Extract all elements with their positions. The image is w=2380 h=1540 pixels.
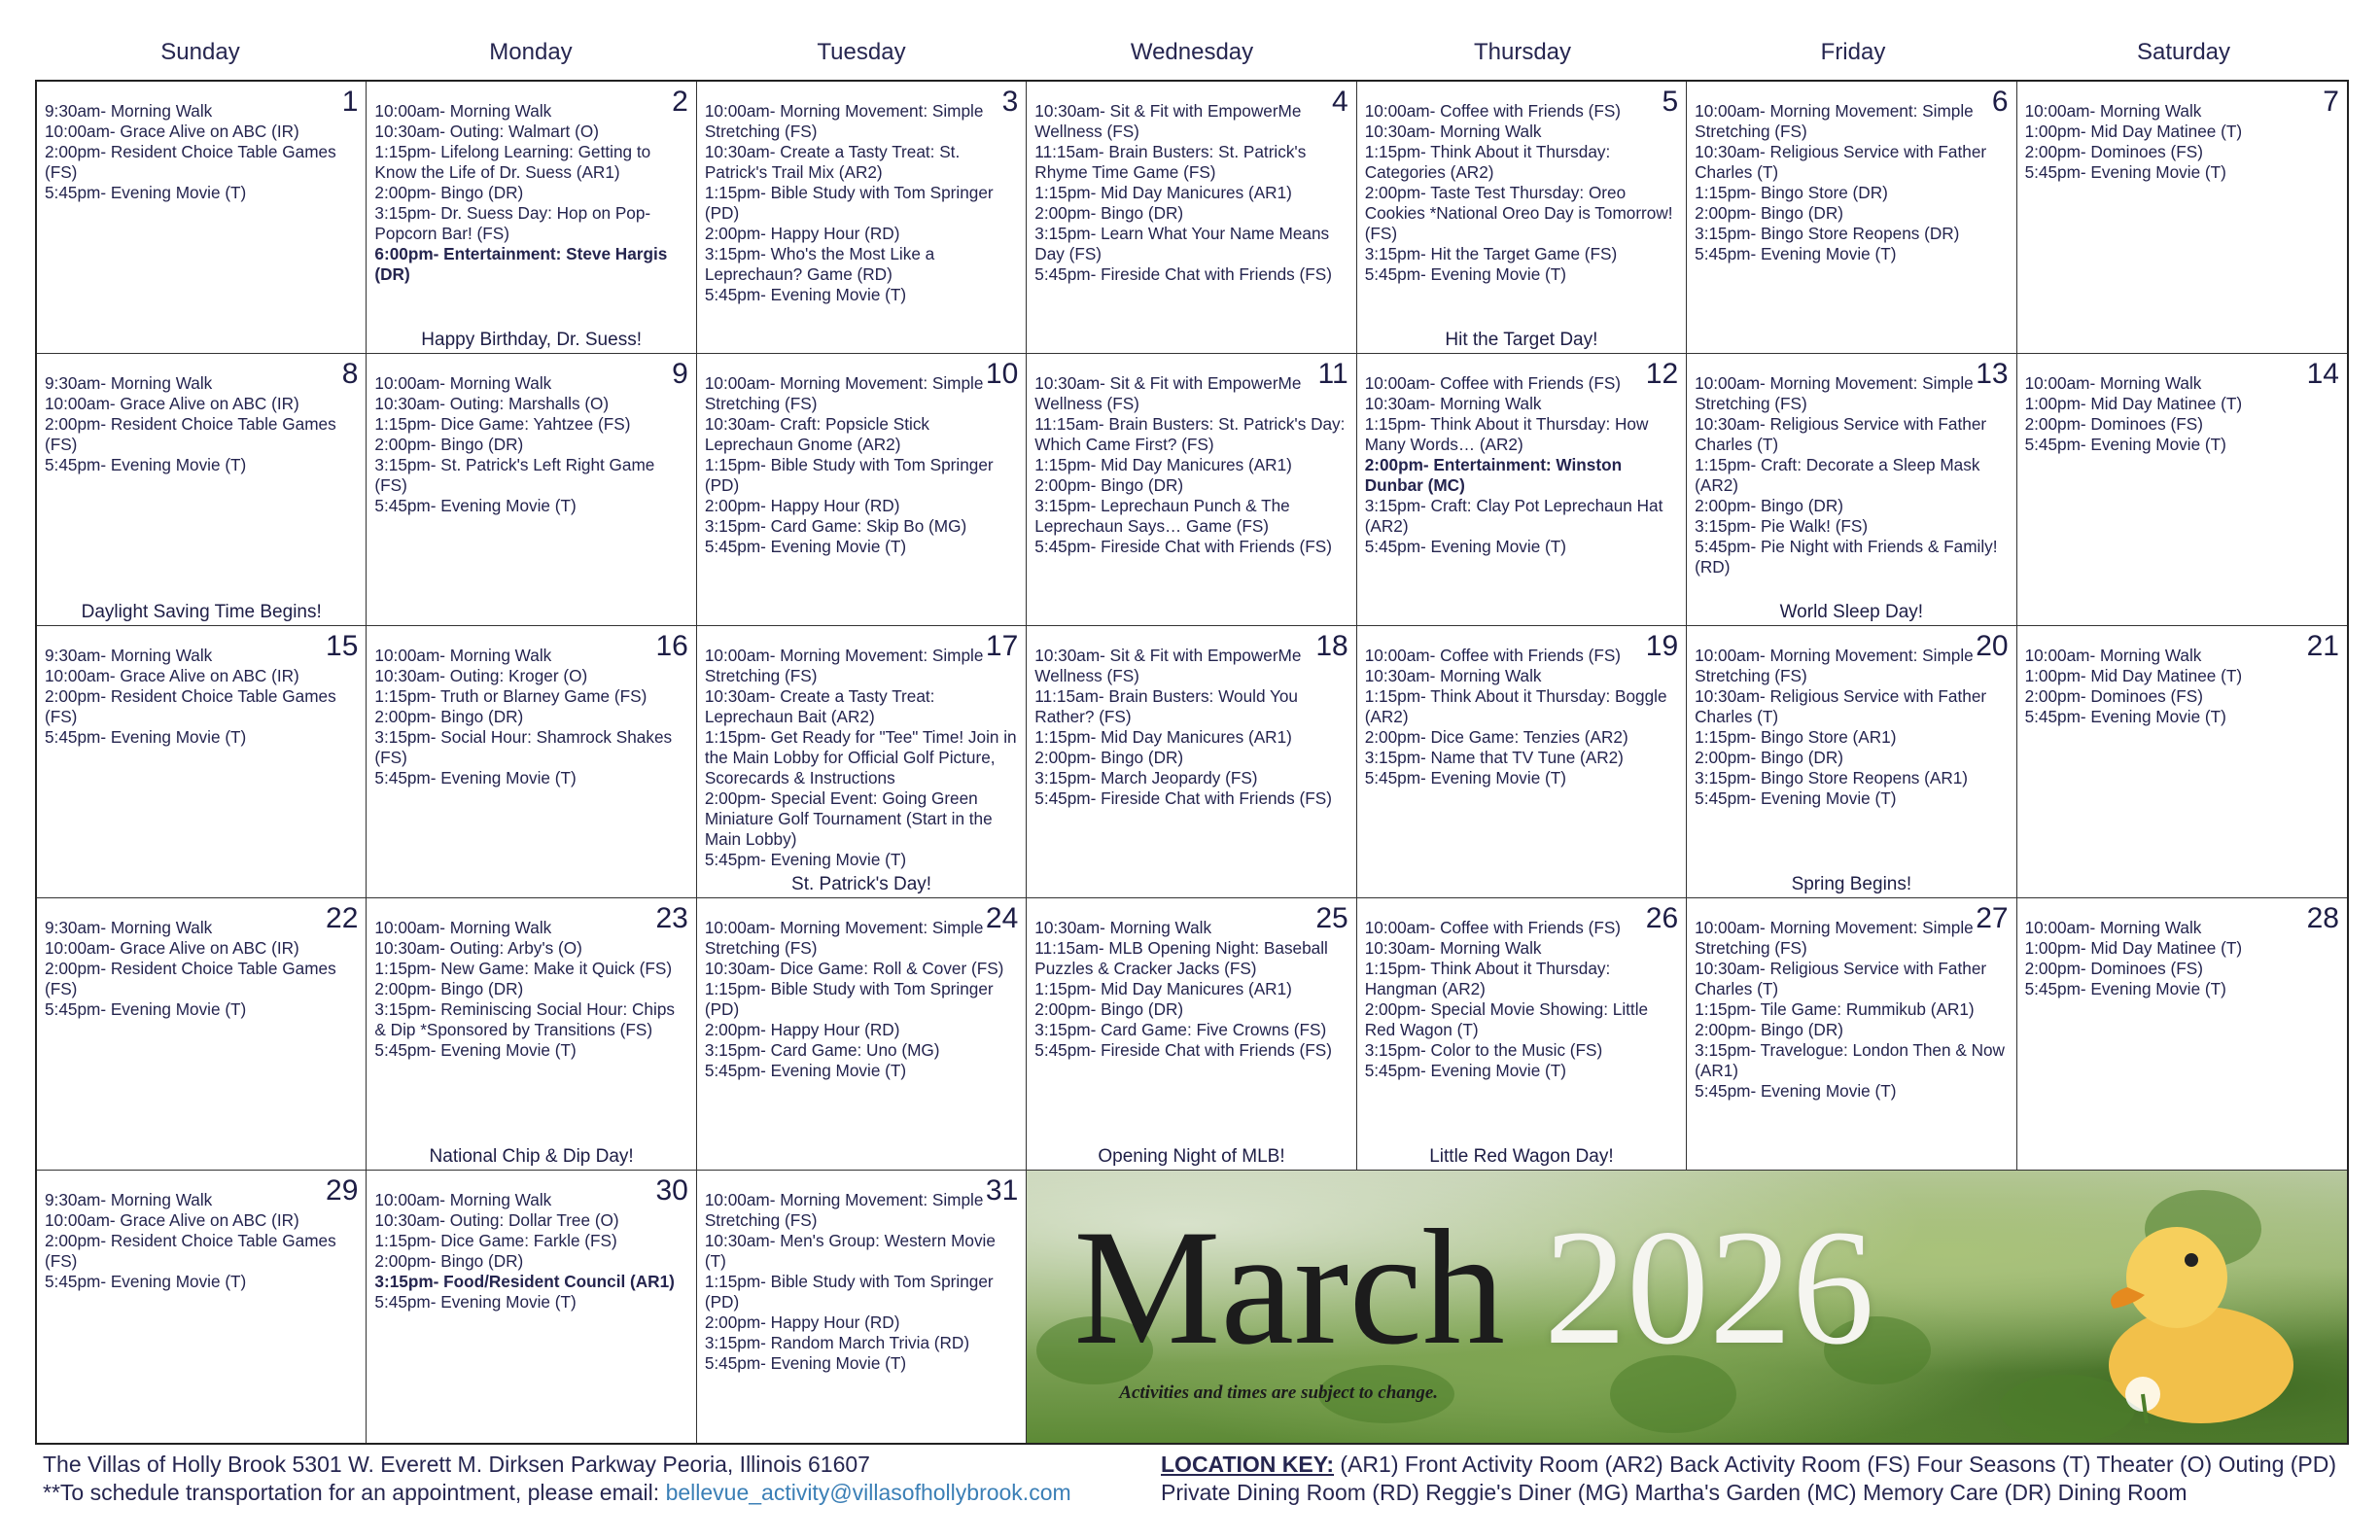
event-item: 10:30am- Religious Service with Father Charles (T) — [1695, 414, 1987, 454]
location-key-text: (AR1) Front Activity Room (AR2) Back Activity Room (FS) Four Seasons (T) Theater (O) Outing (PD) Private Dining Room (RD) Reggie's Diner (MG) Martha's Garden (MC) Memory Care (DR) Dining Room — [1161, 1452, 2337, 1505]
weekday-label: Sunday — [160, 39, 240, 65]
event-item: 2:00pm- Resident Choice Table Games (FS) — [45, 686, 336, 726]
event-item: 3:15pm- Food/Resident Council (AR1) — [374, 1272, 675, 1291]
event-item: 2:00pm- Bingo (DR) — [1034, 203, 1184, 223]
event-item: 1:00pm- Mid Day Matinee (T) — [2024, 938, 2243, 958]
day-number: 30 — [655, 1174, 688, 1207]
month-title — [1073, 1190, 1874, 1384]
event-list — [374, 373, 689, 516]
event-item: 1:15pm- Mid Day Manicures (AR1) — [1034, 455, 1292, 474]
event-item: 5:45pm- Evening Movie (T) — [1364, 768, 1566, 788]
weekday-label: Monday — [489, 39, 573, 65]
event-item: 1:15pm- Bible Study with Tom Springer (PD) — [704, 1272, 994, 1312]
event-item: 2:00pm- Resident Choice Table Games (FS) — [45, 1231, 336, 1271]
day-observance: Hit the Target Day! — [1445, 330, 1598, 350]
day-cell — [697, 354, 1027, 626]
day-observance: Opening Night of MLB! — [1098, 1146, 1285, 1167]
weekday-header — [35, 29, 2349, 80]
event-item: 10:30am- Religious Service with Father Charles (T) — [1695, 959, 1987, 998]
event-item: 10:00am- Coffee with Friends (FS) — [1364, 101, 1622, 121]
event-item: 5:45pm- Evening Movie (T) — [45, 1272, 247, 1291]
event-item: 1:15pm- Bingo Store (AR1) — [1695, 727, 1897, 747]
event-item: 3:15pm- Reminiscing Social Hour: Chips & Dip *Sponsored by Transitions (FS) — [374, 999, 675, 1039]
event-item: 9:30am- Morning Walk — [45, 918, 213, 937]
event-list — [1034, 918, 1349, 1061]
event-item: 10:30am- Morning Walk — [1364, 394, 1542, 413]
banner-subtitle: Activities and times are subject to change. — [1119, 1382, 1439, 1403]
day-cell — [1027, 898, 1356, 1171]
event-item: 6:00pm- Entertainment: Steve Hargis (DR) — [374, 244, 668, 284]
day-number: 29 — [326, 1174, 359, 1207]
event-item: 1:15pm- Mid Day Manicures (AR1) — [1034, 183, 1292, 202]
event-item: 10:00am- Morning Walk — [2024, 373, 2202, 393]
event-item: 5:45pm- Evening Movie (T) — [704, 285, 907, 304]
event-list — [45, 373, 360, 475]
event-item: 5:45pm- Evening Movie (T) — [704, 537, 907, 556]
day-cell — [1027, 626, 1356, 898]
event-list — [1695, 373, 2010, 578]
event-item: 5:45pm- Evening Movie (T) — [2024, 162, 2226, 182]
weekday-label: Saturday — [2136, 39, 2231, 65]
event-item: 1:15pm- Think About it Thursday: Categories (AR2) — [1364, 142, 1611, 182]
event-item: 2:00pm- Entertainment: Winston Dunbar (MC) — [1364, 455, 1623, 495]
event-list — [705, 101, 1020, 305]
event-item: 5:45pm- Evening Movie (T) — [374, 768, 577, 788]
day-cell — [1357, 354, 1687, 626]
event-list — [705, 646, 1020, 870]
event-item: 10:00am- Grace Alive on ABC (IR) — [45, 1210, 299, 1230]
day-number: 2 — [672, 86, 688, 118]
event-list — [705, 1190, 1020, 1374]
event-item: 1:00pm- Mid Day Matinee (T) — [2024, 394, 2243, 413]
month-name: March — [1073, 1196, 1505, 1379]
event-item: 10:00am- Morning Movement: Simple Stretching (FS) — [704, 373, 984, 413]
day-cell — [697, 82, 1027, 354]
day-number: 18 — [1315, 630, 1348, 662]
day-cell — [1687, 82, 2016, 354]
event-list — [1365, 918, 1680, 1081]
day-cell — [697, 626, 1027, 898]
event-item: 2:00pm- Resident Choice Table Games (FS) — [45, 414, 336, 454]
event-item: 1:15pm- Think About it Thursday: Boggle (AR2) — [1364, 686, 1667, 726]
event-item: 10:30am- Religious Service with Father Charles (T) — [1695, 686, 1987, 726]
event-item: 2:00pm- Dominoes (FS) — [2024, 686, 2203, 706]
event-item: 10:00am- Morning Walk — [374, 918, 552, 937]
event-item: 10:30am- Sit & Fit with EmpowerMe Wellness (FS) — [1034, 646, 1302, 685]
event-item: 2:00pm- Bingo (DR) — [1695, 496, 1843, 515]
event-item: 3:15pm- Color to the Music (FS) — [1364, 1040, 1603, 1060]
address-text: The Villas of Holly Brook 5301 W. Everett M. Dirksen Parkway Peoria, Illinois 61607 — [43, 1452, 870, 1477]
event-item: 5:45pm- Evening Movie (T) — [374, 496, 577, 515]
day-number: 11 — [1317, 358, 1348, 390]
event-list — [1034, 101, 1349, 285]
event-item: 11:15am- Brain Busters: St. Patrick's Day: Which Came First? (FS) — [1034, 414, 1346, 454]
day-cell — [2017, 626, 2347, 898]
event-list — [1695, 918, 2010, 1102]
event-item: 10:30am- Craft: Popsicle Stick Leprechaun Gnome (AR2) — [704, 414, 930, 454]
event-item: 2:00pm- Happy Hour (RD) — [704, 496, 900, 515]
day-observance: Daylight Saving Time Begins! — [81, 602, 322, 622]
year-text: 2026 — [1543, 1196, 1874, 1379]
day-number: 14 — [2306, 358, 2339, 390]
weekday-label: Wednesday — [1130, 39, 1254, 65]
day-cell — [37, 354, 367, 626]
event-item: 3:15pm- Dr. Suess Day: Hop on Pop-Popcorn Bar! (FS) — [374, 203, 651, 243]
duckling-image — [2084, 1200, 2308, 1423]
event-list — [2025, 918, 2341, 999]
event-item: 5:45pm- Fireside Chat with Friends (FS) — [1034, 1040, 1332, 1060]
event-item: 5:45pm- Evening Movie (T) — [704, 1353, 907, 1373]
event-item: 2:00pm- Bingo (DR) — [1034, 475, 1184, 495]
event-item: 2:00pm- Bingo (DR) — [374, 183, 524, 202]
event-item: 2:00pm- Happy Hour (RD) — [704, 1312, 900, 1332]
event-item: 5:45pm- Evening Movie (T) — [1364, 537, 1566, 556]
event-item: 10:00am- Coffee with Friends (FS) — [1364, 646, 1622, 665]
event-item: 10:30am- Outing: Arby's (O) — [374, 938, 582, 958]
event-item: 2:00pm- Dominoes (FS) — [2024, 414, 2203, 434]
day-cell — [37, 1171, 367, 1443]
event-item: 5:45pm- Fireside Chat with Friends (FS) — [1034, 264, 1332, 284]
event-list — [1365, 373, 1680, 557]
event-item: 3:15pm- Card Game: Five Crowns (FS) — [1034, 1020, 1327, 1039]
event-item: 3:15pm- Travelogue: London Then & Now (AR1) — [1695, 1040, 2005, 1080]
event-item: 10:30am- Men's Group: Western Movie (T) — [704, 1231, 996, 1271]
event-item: 2:00pm- Happy Hour (RD) — [704, 224, 900, 243]
event-item: 10:00am- Coffee with Friends (FS) — [1364, 918, 1622, 937]
event-item: 10:00am- Morning Movement: Simple Stretching (FS) — [704, 918, 984, 958]
event-item: 9:30am- Morning Walk — [45, 101, 213, 121]
day-observance: Spring Begins! — [1791, 874, 1912, 894]
event-list — [374, 646, 689, 788]
day-number: 24 — [985, 902, 1019, 934]
event-item: 3:15pm- Learn What Your Name Means Day (FS) — [1034, 224, 1330, 263]
event-item: 2:00pm- Bingo (DR) — [1034, 748, 1184, 767]
day-cell — [37, 82, 367, 354]
event-item: 1:15pm- Bible Study with Tom Springer (PD) — [704, 979, 994, 1019]
event-item: 1:15pm- Bible Study with Tom Springer (PD) — [704, 455, 994, 495]
event-item: 3:15pm- Leprechaun Punch & The Leprechaun Says… Game (FS) — [1034, 496, 1290, 536]
email-link[interactable]: bellevue_activity@villasofhollybrook.com — [665, 1480, 1071, 1505]
event-item: 3:15pm- March Jeopardy (FS) — [1034, 768, 1258, 788]
day-cell — [1357, 898, 1687, 1171]
event-item: 2:00pm- Taste Test Thursday: Oreo Cookies *National Oreo Day is Tomorrow! (FS) — [1364, 183, 1673, 243]
event-item: 5:45pm- Fireside Chat with Friends (FS) — [1034, 537, 1332, 556]
event-item: 5:45pm- Evening Movie (T) — [2024, 707, 2226, 726]
event-list — [45, 646, 360, 748]
event-list — [1034, 646, 1349, 809]
event-item: 10:30am- Sit & Fit with EmpowerMe Wellness (FS) — [1034, 373, 1302, 413]
event-item: 10:30am- Morning Walk — [1364, 122, 1542, 141]
event-item: 10:30am- Morning Walk — [1034, 918, 1212, 937]
event-item: 3:15pm- Who's the Most Like a Leprechaun? Game (RD) — [704, 244, 935, 284]
day-number: 31 — [985, 1174, 1019, 1207]
event-item: 3:15pm- Random March Trivia (RD) — [704, 1333, 970, 1352]
event-item: 1:15pm- Dice Game: Farkle (FS) — [374, 1231, 617, 1250]
event-item: 2:00pm- Dice Game: Tenzies (AR2) — [1364, 727, 1628, 747]
event-list — [705, 373, 1020, 557]
day-cell — [1357, 82, 1687, 354]
event-list — [2025, 646, 2341, 727]
event-item: 2:00pm- Special Event: Going Green Miniature Golf Tournament (Start in the Main Lobby) — [704, 788, 993, 849]
event-item: 2:00pm- Bingo (DR) — [1695, 203, 1843, 223]
event-item: 5:45pm- Pie Night with Friends & Family! (RD) — [1695, 537, 1998, 577]
event-item: 10:30am- Create a Tasty Treat: Leprechaun Bait (AR2) — [704, 686, 935, 726]
event-item: 10:00am- Morning Movement: Simple Stretching (FS) — [1695, 101, 1974, 141]
event-item: 9:30am- Morning Walk — [45, 1190, 213, 1209]
event-item: 10:00am- Morning Movement: Simple Stretching (FS) — [1695, 373, 1974, 413]
event-item: 1:15pm- Craft: Decorate a Sleep Mask (AR2) — [1695, 455, 1980, 495]
day-number: 12 — [1645, 358, 1679, 390]
day-number: 16 — [655, 630, 688, 662]
event-item: 2:00pm- Special Movie Showing: Little Red Wagon (T) — [1364, 999, 1649, 1039]
day-number: 6 — [1991, 86, 2009, 118]
event-item: 10:30am- Morning Walk — [1364, 938, 1542, 958]
event-list — [705, 918, 1020, 1081]
event-item: 10:30am- Morning Walk — [1364, 666, 1542, 685]
day-cell — [2017, 354, 2347, 626]
event-item: 3:15pm- Social Hour: Shamrock Shakes (FS) — [374, 727, 673, 767]
event-item: 5:45pm- Evening Movie (T) — [1364, 264, 1566, 284]
event-item: 5:45pm- Evening Movie (T) — [374, 1040, 577, 1060]
day-cell — [367, 354, 696, 626]
day-cell — [367, 82, 696, 354]
day-number: 13 — [1976, 358, 2009, 390]
day-observance: World Sleep Day! — [1779, 602, 1924, 622]
event-item: 1:15pm- Think About it Thursday: How Many Words… (AR2) — [1364, 414, 1649, 454]
event-item: 5:45pm- Evening Movie (T) — [704, 850, 907, 869]
event-item: 9:30am- Morning Walk — [45, 373, 213, 393]
event-item: 1:15pm- Bible Study with Tom Springer (PD) — [704, 183, 994, 223]
event-item: 10:00am- Coffee with Friends (FS) — [1364, 373, 1622, 393]
event-item: 10:30am- Outing: Dollar Tree (O) — [374, 1210, 619, 1230]
event-item: 5:45pm- Evening Movie (T) — [1695, 1081, 1897, 1101]
event-item: 2:00pm- Bingo (DR) — [374, 707, 524, 726]
event-item: 3:15pm- Bingo Store Reopens (AR1) — [1695, 768, 1969, 788]
event-item: 10:00am- Grace Alive on ABC (IR) — [45, 122, 299, 141]
day-number: 8 — [341, 358, 359, 390]
event-item: 10:00am- Morning Walk — [2024, 646, 2202, 665]
day-number: 21 — [2306, 630, 2339, 662]
day-number: 27 — [1976, 902, 2009, 934]
event-item: 10:00am- Morning Walk — [374, 101, 552, 121]
day-number: 3 — [1001, 86, 1019, 118]
day-number: 19 — [1645, 630, 1679, 662]
event-item: 5:45pm- Evening Movie (T) — [45, 999, 247, 1019]
event-item: 10:00am- Morning Walk — [374, 646, 552, 665]
event-list — [1365, 646, 1680, 788]
day-cell — [367, 898, 696, 1171]
event-item: 9:30am- Morning Walk — [45, 646, 213, 665]
event-item: 2:00pm- Bingo (DR) — [1695, 748, 1843, 767]
event-item: 5:45pm- Fireside Chat with Friends (FS) — [1034, 788, 1332, 808]
event-item: 10:00am- Morning Walk — [374, 1190, 552, 1209]
day-number: 9 — [672, 358, 688, 390]
event-item: 10:30am- Sit & Fit with EmpowerMe Wellness (FS) — [1034, 101, 1302, 141]
day-number: 26 — [1645, 902, 1679, 934]
event-item: 10:00am- Morning Movement: Simple Stretching (FS) — [704, 101, 984, 141]
event-item: 2:00pm- Resident Choice Table Games (FS) — [45, 142, 336, 182]
event-item: 10:30am- Dice Game: Roll & Cover (FS) — [704, 959, 1004, 978]
day-cell — [1357, 626, 1687, 898]
day-cell — [367, 626, 696, 898]
day-cell — [1027, 82, 1356, 354]
event-item: 3:15pm- Craft: Clay Pot Leprechaun Hat (AR2) — [1364, 496, 1663, 536]
event-item: 10:00am- Morning Movement: Simple Stretching (FS) — [1695, 918, 1974, 958]
day-cell — [1687, 898, 2016, 1171]
event-item: 10:30am- Create a Tasty Treat: St. Patrick's Trail Mix (AR2) — [704, 142, 961, 182]
event-item: 10:00am- Morning Movement: Simple Stretching (FS) — [704, 1190, 984, 1230]
event-item: 3:15pm- Card Game: Skip Bo (MG) — [704, 516, 967, 536]
weekday-label: Thursday — [1473, 39, 1572, 65]
event-item: 11:15am- Brain Busters: St. Patrick's Rhyme Time Game (FS) — [1034, 142, 1307, 182]
event-list — [45, 1190, 360, 1292]
event-list — [374, 918, 689, 1061]
location-key — [1161, 1451, 2366, 1507]
day-observance: Happy Birthday, Dr. Suess! — [421, 330, 642, 350]
day-observance: St. Patrick's Day! — [791, 874, 932, 894]
event-item: 2:00pm- Dominoes (FS) — [2024, 142, 2203, 161]
location-key-label: LOCATION KEY: — [1161, 1452, 1335, 1477]
event-item: 10:30am- Religious Service with Father Charles (T) — [1695, 142, 1987, 182]
day-number: 10 — [985, 358, 1019, 390]
event-item: 10:00am- Grace Alive on ABC (IR) — [45, 394, 299, 413]
event-item: 5:45pm- Evening Movie (T) — [2024, 979, 2226, 998]
day-cell — [697, 1171, 1027, 1443]
weekday-label: Tuesday — [817, 39, 906, 65]
event-item: 2:00pm- Bingo (DR) — [1695, 1020, 1843, 1039]
footer-contact — [43, 1451, 1161, 1507]
event-item: 10:00am- Morning Walk — [2024, 918, 2202, 937]
day-cell — [1027, 354, 1356, 626]
event-item: 10:00am- Morning Walk — [374, 373, 552, 393]
day-number: 7 — [2323, 86, 2339, 118]
event-item: 5:45pm- Evening Movie (T) — [45, 455, 247, 474]
event-item: 10:30am- Outing: Kroger (O) — [374, 666, 588, 685]
event-item: 2:00pm- Bingo (DR) — [1034, 999, 1184, 1019]
event-item: 5:45pm- Evening Movie (T) — [1364, 1061, 1566, 1080]
event-list — [2025, 373, 2341, 455]
event-item: 5:45pm- Evening Movie (T) — [2024, 435, 2226, 454]
event-list — [1034, 373, 1349, 557]
event-item: 1:15pm- Truth or Blarney Game (FS) — [374, 686, 648, 706]
day-cell — [367, 1171, 696, 1443]
event-list — [45, 101, 360, 203]
calendar-grid — [35, 80, 2349, 1445]
month-banner — [1027, 1171, 2347, 1443]
day-number: 28 — [2306, 902, 2339, 934]
day-number: 4 — [1332, 86, 1348, 118]
event-item: 2:00pm- Bingo (DR) — [374, 979, 524, 998]
day-cell — [697, 898, 1027, 1171]
event-list — [1365, 101, 1680, 285]
event-item: 10:30am- Outing: Marshalls (O) — [374, 394, 610, 413]
event-item: 5:45pm- Evening Movie (T) — [374, 1292, 577, 1312]
event-item: 10:00am- Morning Walk — [2024, 101, 2202, 121]
day-number: 17 — [985, 630, 1019, 662]
event-item: 3:15pm- Name that TV Tune (AR2) — [1364, 748, 1624, 767]
event-item: 3:15pm- Pie Walk! (FS) — [1695, 516, 1869, 536]
day-number: 5 — [1662, 86, 1679, 118]
event-item: 10:00am- Grace Alive on ABC (IR) — [45, 666, 299, 685]
event-item: 1:15pm- Tile Game: Rummikub (AR1) — [1695, 999, 1975, 1019]
event-item: 5:45pm- Evening Movie (T) — [704, 1061, 907, 1080]
weekday-label: Friday — [1820, 39, 1886, 65]
event-item: 10:00am- Morning Movement: Simple Stretching (FS) — [704, 646, 984, 685]
event-item: 2:00pm- Resident Choice Table Games (FS) — [45, 959, 336, 998]
day-cell — [37, 898, 367, 1171]
event-item: 1:00pm- Mid Day Matinee (T) — [2024, 122, 2243, 141]
event-item: 1:15pm- Dice Game: Yahtzee (FS) — [374, 414, 631, 434]
event-item: 2:00pm- Dominoes (FS) — [2024, 959, 2203, 978]
event-item: 3:15pm- St. Patrick's Left Right Game (FS) — [374, 455, 655, 495]
event-list — [1695, 646, 2010, 809]
day-number: 25 — [1315, 902, 1348, 934]
day-cell — [2017, 898, 2347, 1171]
day-number: 1 — [341, 86, 359, 118]
event-item: 10:00am- Morning Movement: Simple Stretching (FS) — [1695, 646, 1974, 685]
event-item: 3:15pm- Hit the Target Game (FS) — [1364, 244, 1618, 263]
event-list — [374, 101, 689, 285]
event-item: 5:45pm- Evening Movie (T) — [45, 183, 247, 202]
event-item: 1:15pm- Think About it Thursday: Hangman (AR2) — [1364, 959, 1611, 998]
event-list — [374, 1190, 689, 1312]
event-item: 10:30am- Outing: Walmart (O) — [374, 122, 599, 141]
event-item: 1:15pm- Get Ready for "Tee" Time! Join in the Main Lobby for Official Golf Picture, Scorecards & Instructions — [704, 727, 1017, 788]
event-item: 1:15pm- Mid Day Manicures (AR1) — [1034, 979, 1292, 998]
day-cell — [1687, 626, 2016, 898]
event-item: 1:15pm- Mid Day Manicures (AR1) — [1034, 727, 1292, 747]
event-item: 5:45pm- Evening Movie (T) — [1695, 244, 1897, 263]
event-item: 3:15pm- Bingo Store Reopens (DR) — [1695, 224, 1960, 243]
day-cell — [2017, 82, 2347, 354]
event-list — [45, 918, 360, 1020]
event-item: 2:00pm- Bingo (DR) — [374, 435, 524, 454]
event-list — [1695, 101, 2010, 264]
day-number: 23 — [655, 902, 688, 934]
day-number: 15 — [326, 630, 359, 662]
event-item: 5:45pm- Evening Movie (T) — [45, 727, 247, 747]
day-number: 22 — [326, 902, 359, 934]
event-item: 1:15pm- Lifelong Learning: Getting to Know the Life of Dr. Suess (AR1) — [374, 142, 651, 182]
event-item: 10:00am- Grace Alive on ABC (IR) — [45, 938, 299, 958]
event-item: 3:15pm- Card Game: Uno (MG) — [704, 1040, 940, 1060]
event-item: 11:15am- MLB Opening Night: Baseball Puzzles & Cracker Jacks (FS) — [1034, 938, 1328, 978]
transport-text: **To schedule transportation for an appointment, please email: — [43, 1480, 666, 1505]
event-item: 5:45pm- Evening Movie (T) — [1695, 788, 1897, 808]
event-item: 1:15pm- Bingo Store (DR) — [1695, 183, 1888, 202]
event-item: 1:15pm- New Game: Make it Quick (FS) — [374, 959, 673, 978]
event-item: 1:00pm- Mid Day Matinee (T) — [2024, 666, 2243, 685]
event-list — [2025, 101, 2341, 183]
event-item: 2:00pm- Happy Hour (RD) — [704, 1020, 900, 1039]
day-number: 20 — [1976, 630, 2009, 662]
day-cell — [37, 626, 367, 898]
day-cell — [1687, 354, 2016, 626]
day-observance: National Chip & Dip Day! — [429, 1146, 634, 1167]
transport-line — [43, 1479, 1161, 1507]
event-item: 2:00pm- Bingo (DR) — [374, 1251, 524, 1271]
day-observance: Little Red Wagon Day! — [1429, 1146, 1614, 1167]
event-item: 11:15am- Brain Busters: Would You Rather? (FS) — [1034, 686, 1298, 726]
